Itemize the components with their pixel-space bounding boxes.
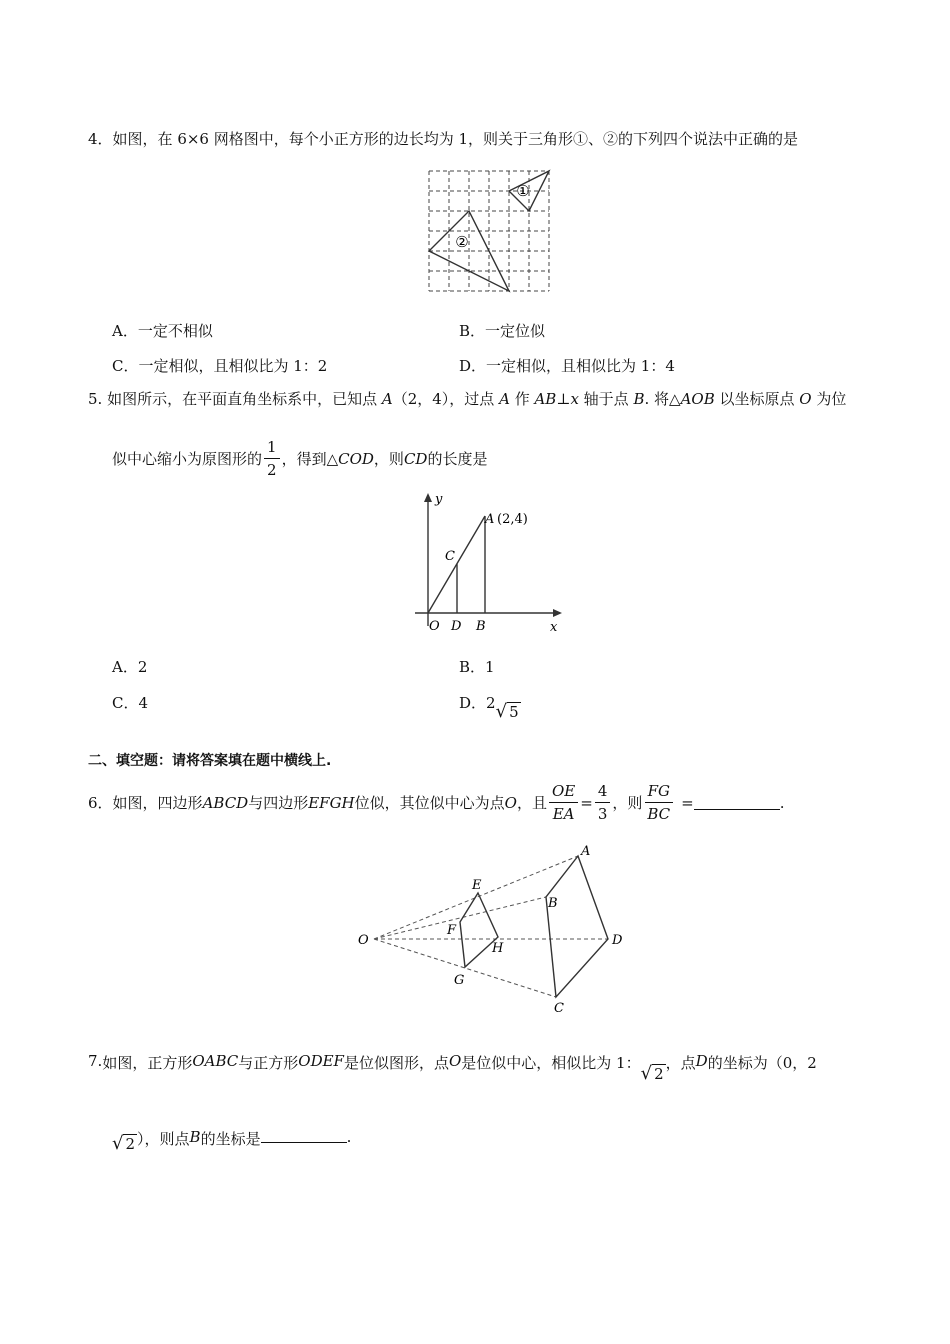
q7-var-oabc: OABC [192,1052,239,1070]
q5-stem-line2 [112,436,487,481]
q6-period: . [779,793,785,812]
radicand: 2 [125,1135,136,1153]
q6-text: 如图，四边形 [112,794,203,812]
label-d: D [451,619,462,634]
label-c: C [554,1001,564,1016]
q7-text: 如图，正方形 [102,1054,193,1072]
label-a-coord: (2,4) [497,512,528,527]
q7-text: 的坐标是 [200,1130,261,1148]
radicand: 5 [509,703,519,721]
q6-text: 位似，其位似中心为点 [354,794,505,812]
q5-var-cd: CD [403,449,428,468]
q4-number: 4． [88,130,113,148]
q5-text: 为位 [811,390,847,408]
label-1: ① [516,182,530,200]
q5-text: 轴于点 [578,390,634,408]
label-h: H [492,941,504,956]
q6-answer-blank[interactable] [694,795,780,810]
quadrilateral-abcd [546,856,608,997]
label-c: C [445,549,455,564]
q6-fraction-denominator: EA [552,805,575,823]
label-e: E [472,878,482,893]
label-g: G [454,973,465,988]
q7-text: 是位似中心，相似比为 1： [461,1054,641,1072]
q5-option-d-label: D．2 [459,694,496,712]
radical-sign: √ [640,1063,653,1084]
q6-var-o: O [504,793,517,812]
label-b: B [476,619,486,634]
q5-text: ，得到△ [281,450,339,468]
q5-text: 以坐标原点 [714,390,800,408]
q6-fraction-oe-ea [549,780,578,825]
sqrt-2 [641,1064,666,1083]
q7-number: 7. [88,1052,103,1070]
q7-text: ），则点 [137,1130,190,1148]
q4-option-d[interactable]: D．一定相似，且相似比为 1：4 [459,357,675,375]
q5-option-b[interactable]: B．1 [459,658,495,676]
q7-var-b: B [189,1128,201,1146]
q5-var-a: A [381,390,393,408]
q5-text: ，则 [373,450,404,468]
q6-text: ，且 [516,794,547,812]
label-2: ② [455,233,469,251]
q7-text: 的坐标为（0，2 [707,1054,817,1072]
q5-fraction-denominator: 2 [267,461,277,479]
q5-var-x: x [570,390,579,408]
q7-var-d: D [695,1052,708,1070]
q7-text: ，点 [665,1054,696,1072]
q5-coord-a: （2，4） [392,390,450,408]
sqrt-2 [112,1134,137,1153]
q6-equals: = [681,793,694,812]
label-a: A [581,844,591,859]
q4-grid-figure [422,165,552,295]
q5-fraction-numerator: 1 [264,436,280,459]
q7-answer-blank[interactable] [261,1128,347,1143]
q5-var-o: O [799,390,812,408]
q6-fraction-denominator: 3 [597,805,608,823]
q7-text: 与正方形 [238,1054,299,1072]
x-arrow [553,609,562,617]
q4-stem [88,128,798,149]
q5-var-ab: AB [534,390,557,408]
q4-option-b[interactable]: B．一定位似 [459,322,546,340]
section-2-heading: 二、填空题：请将答案填在题中横线上. [88,753,332,769]
q5-var-a: A [499,390,510,408]
q5-text: 如图所示，在平面直角坐标系中，已知点 [102,390,382,408]
q5-option-d[interactable] [459,692,521,721]
label-f: F [447,923,457,938]
q4-option-c[interactable]: C．一定相似，且相似比为 1：2 [112,357,328,375]
label-x: x [550,620,558,635]
q4-option-a[interactable]: A．一定不相似 [112,322,213,340]
q6-var-efgh: EFGH [308,793,355,812]
sqrt-5 [496,702,521,721]
q7-stem-line1 [88,1052,817,1083]
q5-text: 作 [509,390,535,408]
q5-option-c[interactable]: C．4 [112,694,149,712]
q6-equals: = [580,793,593,812]
q6-homothety-figure [350,840,640,1020]
label-b: B [548,896,558,911]
q6-text: ，则 [612,794,643,812]
q6-var-abcd: ABCD [202,793,249,812]
label-a: A [485,512,495,527]
label-y: y [435,492,443,507]
q6-fraction-numerator: FG [645,780,673,803]
q5-option-a[interactable]: A．2 [112,658,148,676]
q5-var-b: B [633,390,645,408]
q6-fraction-denominator: BC [647,805,671,823]
q5-text: 的长度是 [427,450,488,468]
label-d: D [612,933,623,948]
q6-stem [88,780,785,825]
q5-coordinate-figure [405,488,575,638]
radical-sign: √ [112,1133,124,1154]
radical-sign: √ [495,701,508,722]
q5-text: 似中心缩小为原图形的 [112,450,263,468]
q7-period: . [346,1128,352,1146]
q5-number: 5. [88,390,103,408]
q6-number: 6． [88,794,113,812]
q6-text: 与四边形 [248,794,309,812]
q4-text: 如图，在 6×6 网格图中，每个小正方形的边长均为 1，则关于三角形①、②的下列四个说法中正确的是 [112,130,799,148]
label-o: O [429,619,440,634]
q5-fraction [264,436,280,481]
q6-fraction-fg-bc [644,780,673,825]
q7-stem-line2 [112,1128,351,1153]
q5-var-cod: COD [338,449,374,468]
q5-text: . 将△ [644,390,681,408]
radicand: 2 [654,1065,664,1083]
q5-text: ，过点 [449,390,500,408]
q6-fraction-numerator: 4 [595,780,611,803]
q6-fraction-numerator: OE [549,780,578,803]
label-o: O [358,933,369,948]
q7-var-o: O [448,1052,462,1070]
q5-stem-line1 [88,388,846,409]
q5-var-aob: AOB [680,390,715,408]
q6-fraction-4-3 [595,780,611,825]
q7-text: 是位似图形，点 [343,1054,449,1072]
q5-perp: ⊥ [556,390,571,408]
y-arrow [424,493,432,502]
q7-var-odef: ODEF [298,1052,344,1070]
